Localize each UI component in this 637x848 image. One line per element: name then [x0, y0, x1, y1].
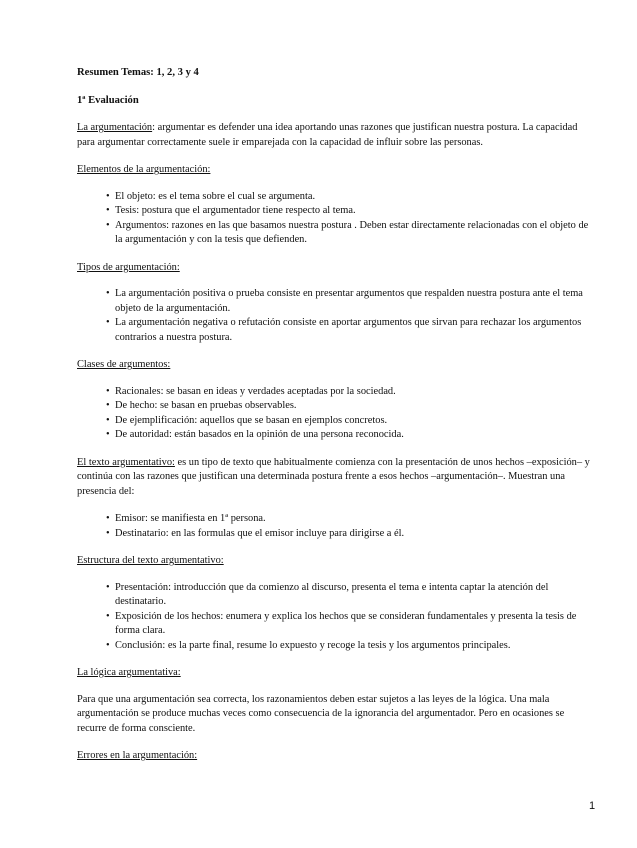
list-item: • De ejemplificación: aquellos que se basan en ejemplos concretos.: [115, 414, 595, 429]
argumentacion-term: La argumentación: [77, 122, 153, 133]
estructura-list: [77, 581, 595, 654]
list-item: • El objeto: es el tema sobre el cual se argumenta.: [115, 190, 595, 205]
texto-text: es un tipo de texto que habitualmente comienza con la presentación de unos hechos –exposición– y continúa con las razones que justifican una determinada postura frente a esos hechos –argumentación–. Muestran una presencia del:: [77, 456, 590, 497]
list-item: • La argumentación negativa o refutación consiste en aportar argumentos que sirvan para rechazar los argumentos contrarios a nuestra postura.: [115, 316, 595, 345]
argumentacion-paragraph: [77, 121, 595, 150]
tipos-heading: Tipos de argumentación:: [77, 261, 180, 273]
clases-list: [77, 385, 595, 443]
list-item: • Conclusión: es la parte final, resume lo expuesto y recoge la tesis y los argumentos principales.: [115, 639, 595, 654]
list-item: • Emisor: se manifiesta en 1ª persona.: [115, 512, 595, 527]
document-title: Resumen Temas: 1, 2, 3 y 4: [77, 67, 199, 78]
texto-term: El texto argumentativo:: [77, 456, 175, 468]
errores-heading: Errores en la argumentación:: [77, 750, 198, 761]
list-item: • Presentación: introducción que da comienzo al discurso, presenta el tema e intenta captar la atención del destinatario.: [115, 581, 595, 610]
logica-heading: La lógica argumentativa:: [77, 667, 181, 678]
list-item: • Exposición de los hechos: enumera y explica los hechos que se consideran fundamentales y presenta la tesis de forma clara.: [115, 610, 595, 639]
page-number: 1: [589, 800, 596, 812]
texto-paragraph: [77, 456, 595, 500]
texto-list: [77, 512, 595, 541]
tipos-list: [77, 287, 595, 345]
clases-heading: Clases de argumentos:: [77, 359, 171, 370]
list-item: • La argumentación positiva o prueba consiste en presentar argumentos que respalden nuestra postura ante el tema objeto de la argumentación.: [115, 287, 595, 316]
estructura-heading: Estructura del texto argumentativo:: [77, 555, 224, 566]
argumentacion-text: : argumentar es defender una idea aportando unas razones que justifican nuestra postura. La capacidad para argumentar correctamente suele ir emparejada con la capacidad de influir sobre las personas.: [77, 122, 578, 148]
evaluation-heading: 1ª Evaluación: [77, 95, 139, 106]
list-item: • Argumentos: razones en las que basamos nuestra postura . Deben estar directamente relacionadas con el objeto de la argumentación y con la tesis que defienden.: [115, 219, 595, 248]
logica-paragraph: Para que una argumentación sea correcta, los razonamientos deben estar sujetos a las leyes de la lógica. Una mala argumentación se produce muchas veces como consecuencia de la ignorancia del argumentador. Pero en ocasiones se recurre de forma consciente.: [77, 693, 565, 734]
list-item: • Tesis: postura que el argumentador tiene respecto al tema.: [115, 204, 595, 219]
list-item: • Destinatario: en las formulas que el emisor incluye para dirigirse a él.: [115, 527, 595, 542]
elementos-heading: Elementos de la argumentación:: [77, 164, 211, 175]
list-item: • De autoridad: están basados en la opinión de una persona reconocida.: [115, 428, 595, 443]
document-page: [77, 66, 595, 776]
elementos-list: [77, 190, 595, 248]
list-item: • De hecho: se basan en pruebas observables.: [115, 399, 595, 414]
list-item: • Racionales: se basan en ideas y verdades aceptadas por la sociedad.: [115, 385, 595, 400]
